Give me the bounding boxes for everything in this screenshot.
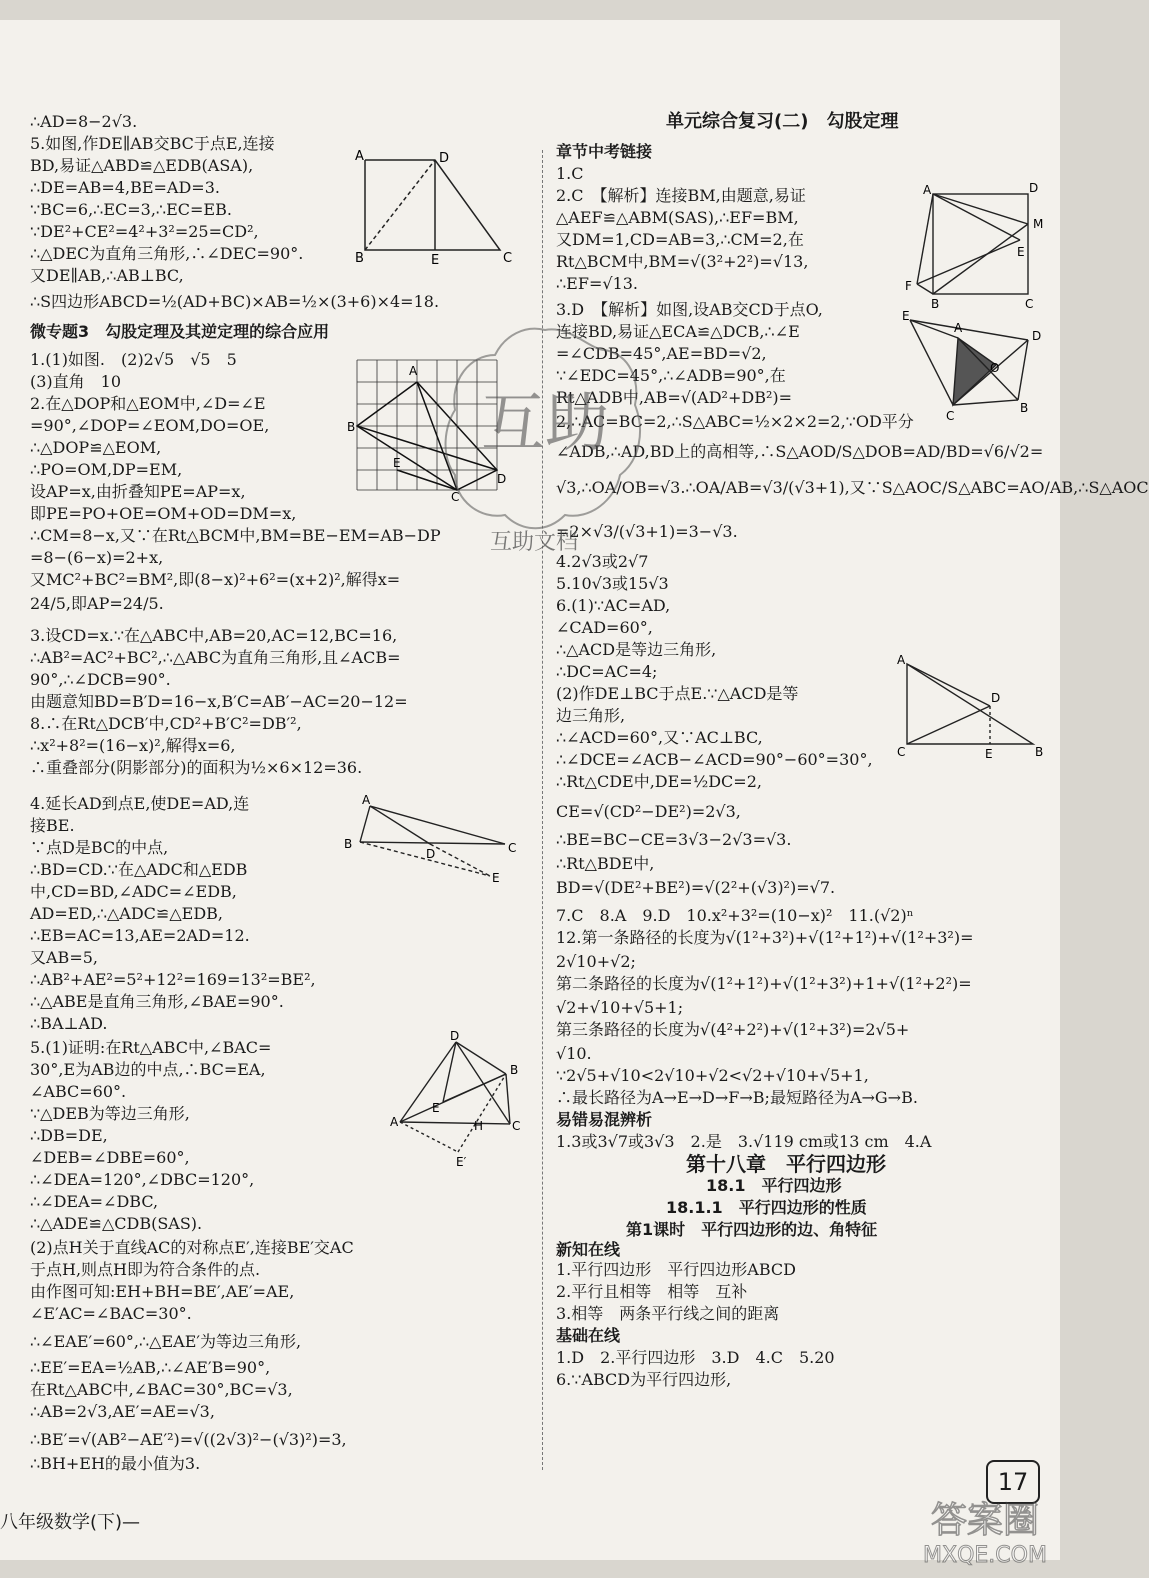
right-text-line: =2×√3/(√3+1)=3−√3.: [556, 522, 738, 541]
right-text-line: 新知在线: [556, 1240, 621, 1259]
fig7-label: D: [450, 1029, 460, 1043]
page-number: 17: [986, 1460, 1040, 1504]
right-text-line: ∴DC=AC=4;: [556, 662, 658, 681]
fig2-label: A: [409, 364, 418, 378]
left-text-line: ∵BC=6,∴EC=3,∴EC=EB.: [30, 200, 232, 219]
fig1-label: C: [503, 251, 513, 266]
left-text-line: ∴BE′=√(AB²−AE′²)=√((2√3)²−(√3)²)=3,: [30, 1430, 347, 1449]
fig5-label: D: [426, 847, 436, 861]
right-text-line: 2√10+√2;: [556, 952, 636, 971]
left-text-line: ∴DB=DE,: [30, 1126, 108, 1145]
right-text-line: 章节中考链接: [556, 142, 653, 161]
left-text-line: 2.在△DOP和△EOM中,∠D=∠E: [30, 394, 266, 413]
left-text-line: ∴重叠部分(阴影部分)的面积为½×6×12=36.: [30, 758, 363, 777]
left-text-line: ∴∠DEA=∠DBC,: [30, 1192, 159, 1211]
right-text-line: ∴BE=BC−CE=3√3−2√3=√3.: [556, 830, 792, 849]
fig1-label: D: [439, 151, 450, 166]
left-text-line: ∴PO=OM,DP=EM,: [30, 460, 183, 479]
right-text-line: BD=√(DE²+BE²)=√(2²+(√3)²)=√7.: [556, 878, 836, 897]
fig3-label: M: [1033, 217, 1044, 231]
left-text-line: 于点H,则点H即为符合条件的点.: [30, 1260, 261, 1279]
left-text-line: ∴x²+8²=(16−x)²,解得x=6,: [30, 736, 236, 755]
left-text-line: ∠ABC=60°.: [30, 1082, 127, 1101]
right-text-line: 12.第一条路径的长度为√(1²+3²)+√(1²+1²)+√(1²+3²)=: [556, 928, 974, 947]
left-text-line: 24/5,即AP=24/5.: [30, 594, 164, 613]
right-text-line: ∴∠DCE=∠ACB−∠ACD=90°−60°=30°,: [556, 750, 873, 769]
left-text-line: ∠DEB=∠DBE=60°,: [30, 1148, 190, 1167]
left-text-line: 在Rt△ABC中,∠BAC=30°,BC=√3,: [30, 1380, 293, 1399]
left-text-line: ∴△ABE是直角三角形,∠BAE=90°.: [30, 992, 284, 1011]
right-text-line: 第二条路径的长度为√(1²+1²)+√(1²+3²)+1+√(1²+2²)=: [556, 974, 972, 993]
left-text-line: ∴CM=8−x,又∵在Rt△BCM中,BM=BE−EM=AB−DP: [30, 526, 441, 545]
fig4-label: E: [902, 309, 910, 323]
figure-equilateral-construction: [388, 1029, 528, 1169]
fig3-label: C: [1025, 297, 1034, 311]
left-text-line: ∴EB=AC=13,AE=2AD=12.: [30, 926, 250, 945]
left-text-line: 又AB=5,: [30, 948, 98, 967]
left-text-line: ∴BH+EH的最小值为3.: [30, 1454, 201, 1473]
left-text-line: 30°,E为AB边的中点,∴BC=EA,: [30, 1060, 266, 1079]
left-text-line: ∴∠DEA=120°,∠DBC=120°,: [30, 1170, 255, 1189]
right-text-line: △AEF≌△ABM(SAS),∴EF=BM,: [556, 208, 799, 227]
fig3-label: B: [931, 297, 940, 311]
fig2-label: D: [497, 472, 507, 486]
fig6-label: A: [897, 653, 906, 667]
right-text-line: ∵2√5+√10<2√10+√2<√2+√10+√5+1,: [556, 1066, 869, 1085]
fig7-label: H: [474, 1119, 484, 1133]
fig6-label: C: [897, 745, 906, 759]
right-text-line: (2)作DE⊥BC于点E.∵△ACD是等: [556, 684, 799, 703]
fig5-label: E: [492, 871, 500, 885]
left-text-line: 5.如图,作DE∥AB交BC于点E,连接: [30, 134, 275, 153]
fig6-label: B: [1035, 745, 1044, 759]
right-text-line: CE=√(CD²−DE²)=2√3,: [556, 802, 741, 821]
left-text-line: ∴AD=8−2√3.: [30, 112, 138, 131]
right-text-line: ∠CAD=60°,: [556, 618, 653, 637]
right-text-line: √3,∴OA/OB=√3.∴OA/AB=√3/(√3+1),又∵S△AOC/S△ABC=AO/AB,∴S△AOC: [556, 478, 1149, 497]
left-text-line: 又MC²+BC²=BM²,即(8−x)²+6²=(x+2)²,解得x=: [30, 570, 401, 589]
watermark-stamp-subtext: 互助文档: [490, 530, 579, 555]
right-text-line: Rt△BCM中,BM=√(3²+2²)=√13,: [556, 252, 809, 271]
left-text-line: ∵DE²+CE²=4²+3²=25=CD²,: [30, 222, 259, 241]
left-text-line: 5.(1)证明:在Rt△ABC中,∠BAC=: [30, 1038, 272, 1057]
left-text-line: 由作图可知:EH+BH=BE′,AE′=AE,: [30, 1282, 295, 1301]
fig4-label: C: [946, 409, 955, 423]
fig1-label: B: [355, 251, 364, 266]
right-text-line: 又DM=1,CD=AB=3,∴CM=2,在: [556, 230, 804, 249]
right-text-line: 1.平行四边形 平行四边形ABCD: [556, 1260, 796, 1279]
left-text-line: 1.(1)如图. (2)2√5 √5 5: [30, 350, 237, 369]
right-text-line: 6.∵ABCD为平行四边形,: [556, 1370, 732, 1389]
left-text-line: BD,易证△ABD≌△EDB(ASA),: [30, 156, 254, 175]
figure-right-triangle: [895, 652, 1055, 762]
footer-grade: 八年级数学(下)—: [0, 1512, 141, 1533]
right-text-line: 5.10√3或15√3: [556, 574, 669, 593]
right-text-line: 1.D 2.平行四边形 3.D 4.C 5.20: [556, 1348, 835, 1367]
right-text-line: 3.相等 两条平行线之间的距离: [556, 1304, 780, 1323]
right-text-line: ∴Rt△BDE中,: [556, 854, 655, 873]
fig1-label: E: [431, 253, 440, 268]
left-text-line: 90°,∴∠DCB=90°.: [30, 670, 171, 689]
fig3-label: F: [905, 279, 912, 293]
figure-median-extension: [340, 792, 530, 887]
left-text-line: (3)直角 10: [30, 372, 122, 391]
left-text-line: ∴AB²=AC²+BC²,∴△ABC为直角三角形,且∠ACB=: [30, 648, 401, 667]
left-text-line: 设AP=x,由折叠知PE=AP=x,: [30, 482, 246, 501]
right-text-line: 2.C 【解析】连接BM,由题意,易证: [556, 186, 806, 205]
fig3-label: D: [1029, 181, 1039, 195]
right-text-line: 18.1 平行四边形: [706, 1176, 842, 1195]
right-text-line: 连接BD,易证△ECA≌△DCB,∴∠E: [556, 322, 800, 341]
fig4-label: A: [954, 321, 963, 335]
left-text-line: ∴BA⊥AD.: [30, 1014, 108, 1033]
fig2-label: E: [393, 456, 401, 470]
fig4-label: O: [990, 361, 1000, 375]
left-text-line: ∵△DEB为等边三角形,: [30, 1104, 190, 1123]
right-text-line: √10.: [556, 1044, 592, 1063]
right-text-line: 单元综合复习(二) 勾股定理: [666, 111, 899, 132]
left-text-line: 8.∴在Rt△DCB′中,CD²+B′C²=DB′²,: [30, 714, 302, 733]
figure-square-m: [905, 182, 1055, 312]
left-text-line: (2)点H关于直线AC的对称点E′,连接BE′交AC: [30, 1238, 354, 1257]
left-text-line: ∴AB²+AE²=5²+12²=169=13²=BE²,: [30, 970, 316, 989]
fig7-label: B: [510, 1063, 519, 1077]
right-text-line: ∴EF=√13.: [556, 274, 639, 293]
fig6-label: D: [991, 691, 1001, 705]
fig6-label: E: [985, 747, 993, 761]
fig7-label: E: [432, 1101, 440, 1115]
left-text-line: ∴AB=2√3,AE′=AE=√3,: [30, 1402, 215, 1421]
right-text-line: 基础在线: [556, 1326, 621, 1345]
left-text-line: =8−(6−x)=2+x,: [30, 548, 164, 567]
left-text-line: ∴△DEC为直角三角形,∴∠DEC=90°.: [30, 244, 304, 263]
left-text-line: 由题意知BD=B′D=16−x,B′C=AB′−AC=20−12=: [30, 692, 408, 711]
right-text-line: 6.(1)∵AC=AD,: [556, 596, 671, 615]
fig1-label: A: [355, 149, 364, 164]
fig5-label: C: [508, 841, 517, 855]
right-text-line: 第1课时 平行四边形的边、角特征: [626, 1220, 878, 1239]
right-text-line: Rt△ADB中,AB=√(AD²+DB²)=: [556, 388, 793, 407]
left-text-line: 3.设CD=x.∵在△ABC中,AB=20,AC=12,BC=16,: [30, 626, 398, 645]
left-text-line: AD=ED,∴△ADC≌△EDB,: [30, 904, 223, 923]
right-text-line: 7.C 8.A 9.D 10.x²+3²=(10−x)² 11.(√2)ⁿ: [556, 906, 914, 925]
right-text-line: 2,∴AC=BC=2,∴S△ABC=½×2×2=2,∵OD平分: [556, 412, 914, 431]
left-text-line: ∴△DOP≌△EOM,: [30, 438, 162, 457]
right-text-line: 18.1.1 平行四边形的性质: [666, 1198, 867, 1217]
right-text-line: 1.C: [556, 164, 584, 183]
right-text-line: 易错易混辨析: [556, 1110, 653, 1129]
right-text-line: ∴∠ACD=60°,又∵AC⊥BC,: [556, 728, 763, 747]
fig3-label: A: [923, 183, 932, 197]
fig2-label: B: [347, 420, 356, 434]
left-text-line: =90°,∠DOP=∠EOM,DO=OE,: [30, 416, 270, 435]
watermark-corner-url: MXQE.COM: [923, 1543, 1047, 1568]
fig7-label: E′: [456, 1155, 467, 1169]
left-text-line: ∠E′AC=∠BAC=30°.: [30, 1304, 192, 1323]
left-text-line: ∵点D是BC的中点,: [30, 838, 169, 857]
right-text-line: ∴最长路径为A→E→D→F→B;最短路径为A→G→B.: [556, 1088, 918, 1107]
right-text-line: 边三角形,: [556, 706, 626, 725]
left-text-line: 即PE=PO+OE=OM+OD=DM=x,: [30, 504, 297, 523]
right-text-line: ∴Rt△CDE中,DE=½DC=2,: [556, 772, 762, 791]
right-text-line: ∵∠EDC=45°,∴∠ADB=90°,在: [556, 366, 786, 385]
fig5-label: A: [362, 793, 371, 807]
left-text-line: 又DE∥AB,∴AB⊥BC,: [30, 266, 184, 285]
watermark-stamp: [440, 320, 650, 540]
right-text-line: 4.2√3或2√7: [556, 552, 649, 571]
left-text-line: ∴∠EAE′=60°,∴△EAE′为等边三角形,: [30, 1332, 302, 1351]
fig7-label: A: [390, 1115, 399, 1129]
left-text-line: 4.延长AD到点E,使DE=AD,连: [30, 794, 250, 813]
fig7-label: C: [512, 1119, 521, 1133]
left-text-line: ∴BD=CD.∵在△ADC和△EDB: [30, 860, 248, 879]
right-text-line: 第十八章 平行四边形: [686, 1152, 886, 1176]
right-text-line: 1.3或3√7或3√3 2.是 3.√119 cm或13 cm 4.A: [556, 1132, 932, 1151]
watermark-corner-text: 答案圈: [930, 1500, 1040, 1541]
right-text-line: ∠ADB,∴AD,BD上的高相等,∴S△AOD/S△DOB=AD/BD=√6/√2=: [556, 442, 1044, 461]
fig4-label: D: [1032, 329, 1042, 343]
left-text-line: ∴S四边形ABCD=½(AD+BC)×AB=½×(3+6)×4=18.: [30, 292, 440, 311]
watermark-corner: [900, 1490, 1070, 1570]
left-text-line: 微专题3 勾股定理及其逆定理的综合应用: [30, 322, 330, 341]
right-text-line: 3.D 【解析】如图,设AB交CD于点O,: [556, 300, 823, 319]
figure-trapezoid: [355, 149, 525, 268]
document-page: [0, 20, 1149, 1560]
right-text-line: =∠CDB=45°,AE=BD=√2,: [556, 344, 767, 363]
right-text-line: 第三条路径的长度为√(4²+2²)+√(1²+3²)=2√5+: [556, 1020, 910, 1039]
left-text-line: ∴EE′=EA=½AB,∴∠AE′B=90°,: [30, 1358, 271, 1377]
right-text-line: ∴△ACD是等边三角形,: [556, 640, 717, 659]
fig3-label: E: [1017, 245, 1025, 259]
left-text-line: ∴DE=AB=4,BE=AD=3.: [30, 178, 220, 197]
right-text-line: 2.平行且相等 相等 互补: [556, 1282, 748, 1301]
fig4-label: B: [1020, 401, 1029, 415]
fig2-label: C: [451, 490, 460, 504]
fig5-label: B: [344, 837, 353, 851]
left-text-line: ∴△ADE≌△CDB(SAS).: [30, 1214, 203, 1233]
left-text-line: 接BE.: [30, 816, 75, 835]
right-text-line: √2+√10+√5+1;: [556, 998, 684, 1017]
left-text-line: 中,CD=BD,∠ADC=∠EDB,: [30, 882, 237, 901]
watermark-stamp-text: 互助: [481, 387, 609, 461]
figure-shaded-triangles: [898, 310, 1048, 430]
